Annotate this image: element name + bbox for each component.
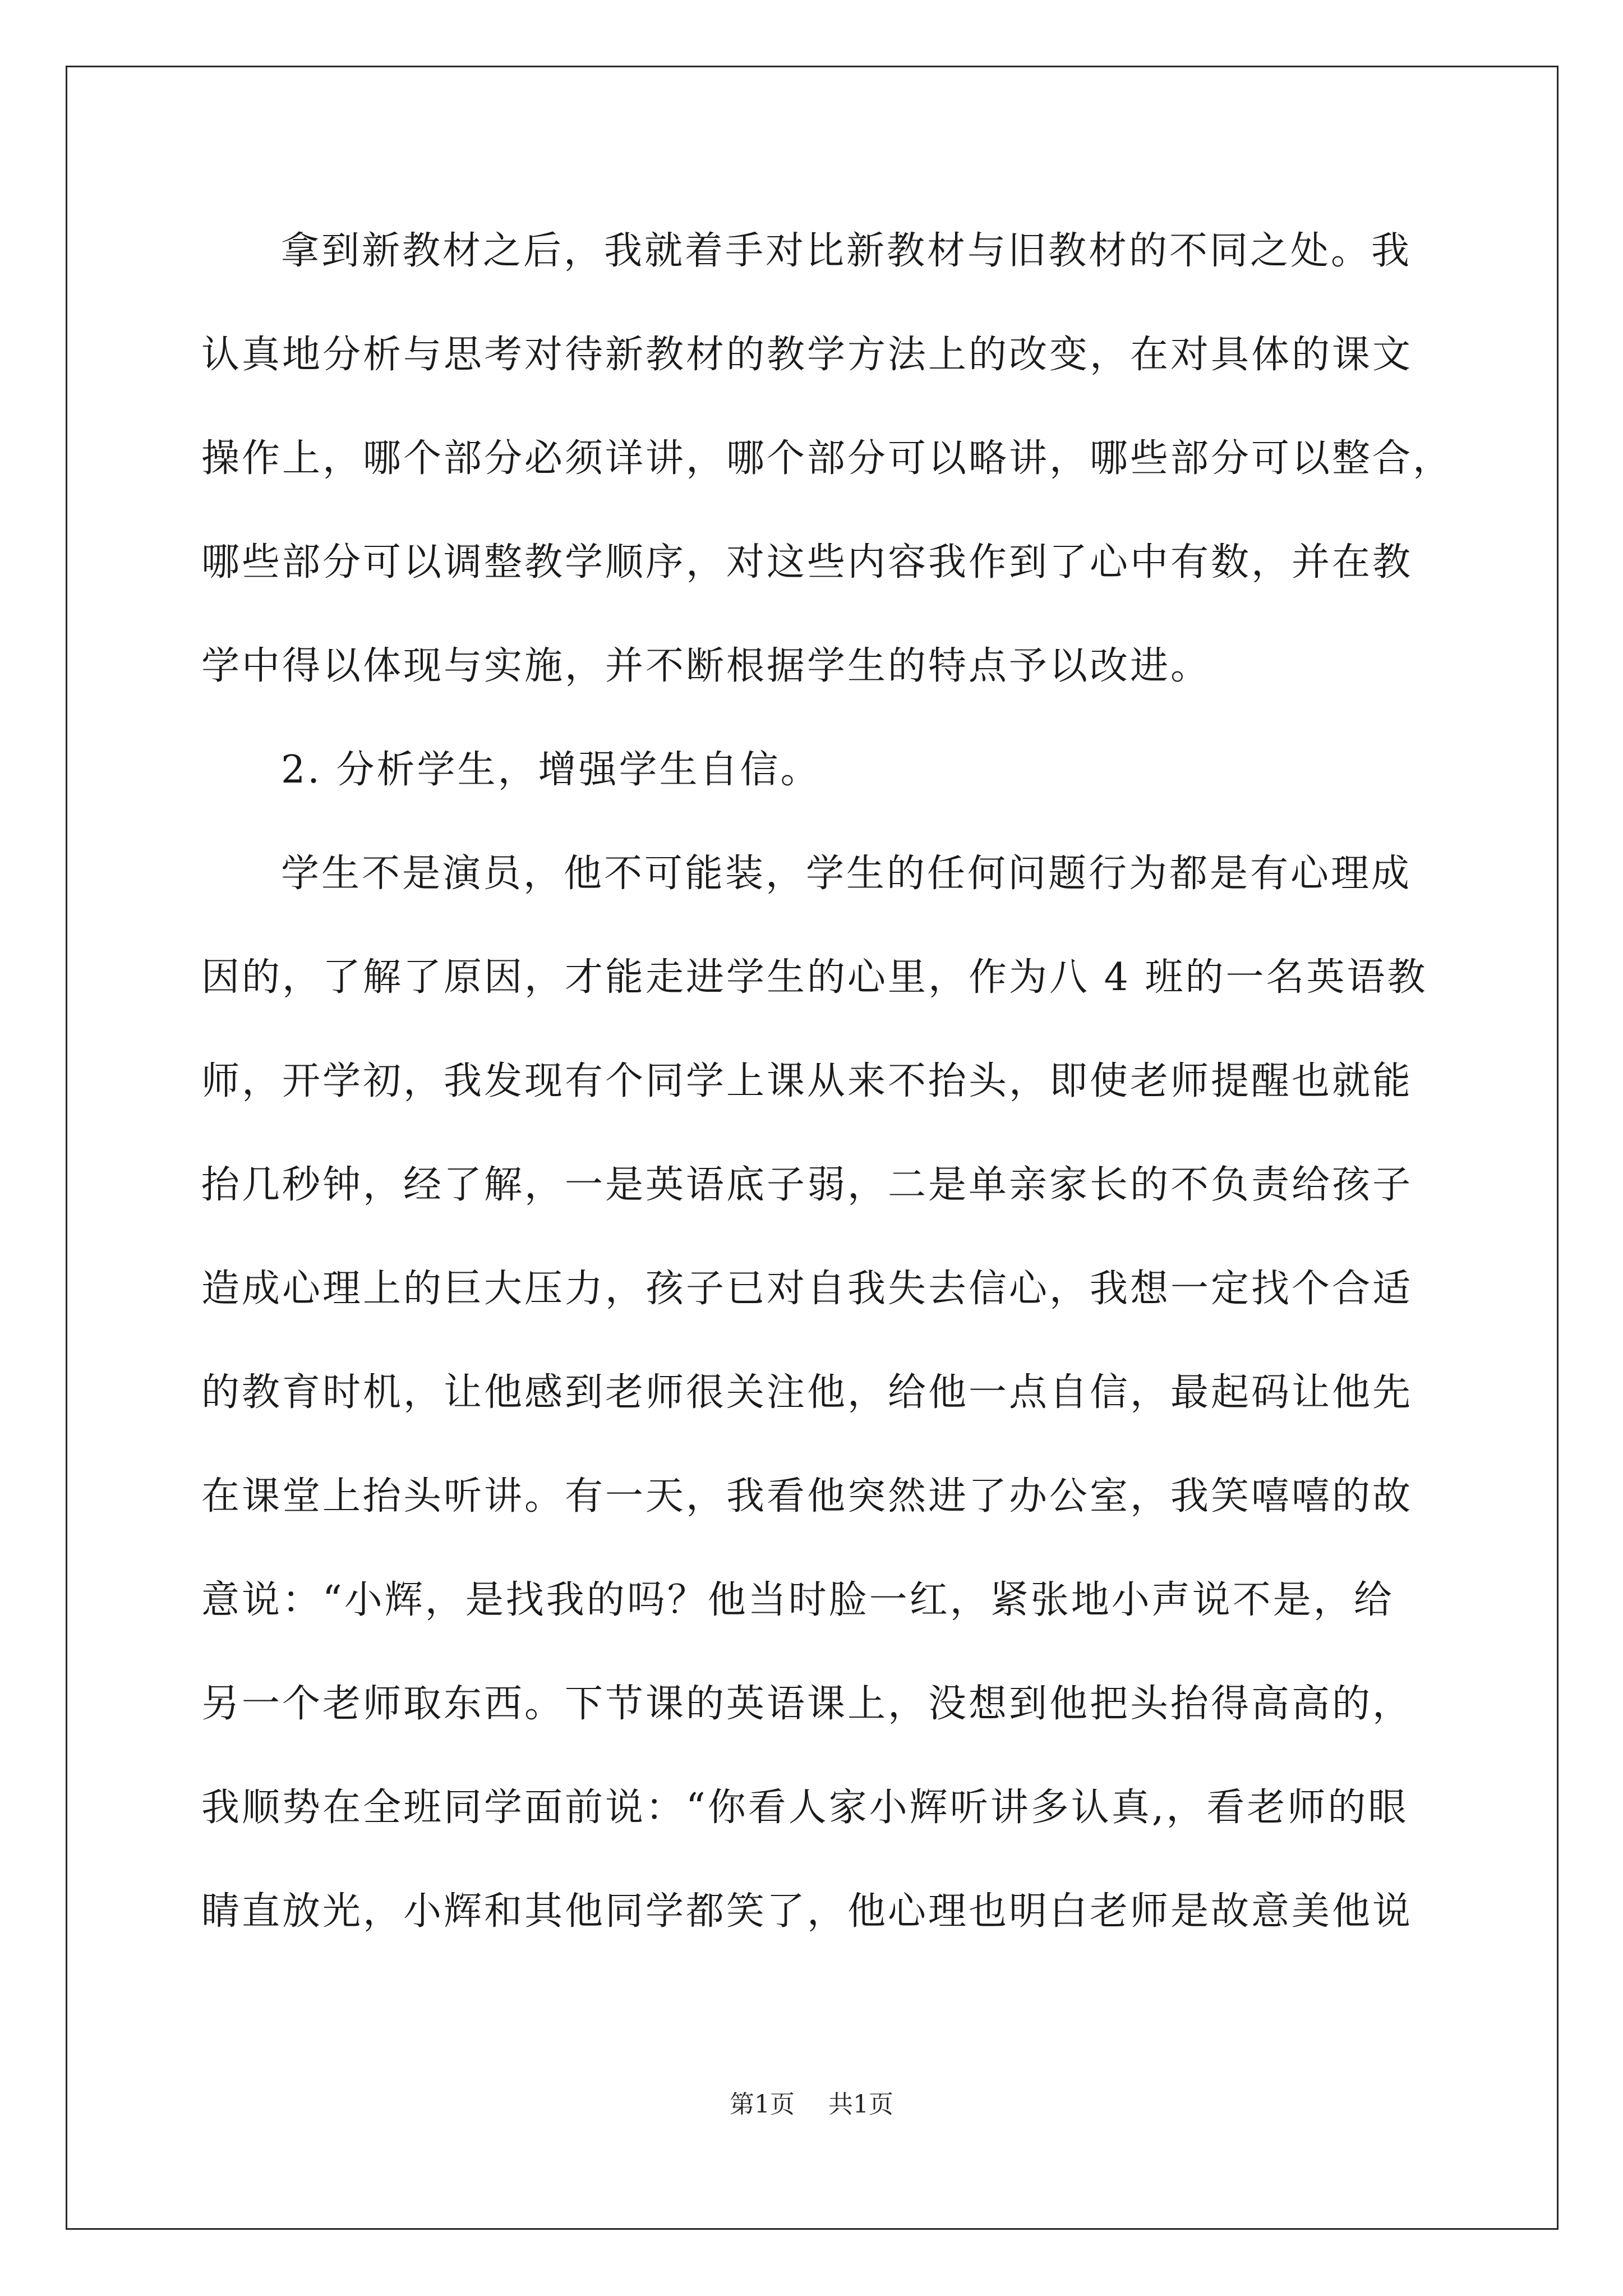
paragraph-line: 我顺势在全班同学面前说：“你看人家小辉听讲多认真,，看老师的眼 — [201, 1786, 1409, 1830]
paragraph-line: 学中得以体现与实施，并不断根据学生的特点予以改进。 — [201, 644, 1211, 688]
page-footer — [0, 2088, 1623, 2122]
paragraph-line: 学生不是演员，他不可能装，学生的任何问题行为都是有心理成 — [281, 852, 1412, 896]
paragraph-line: 在课堂上抬头听讲。有一天，我看他突然进了办公室，我笑嘻嘻的故 — [201, 1474, 1413, 1519]
paragraph-line: 的教育时机，让他感到老师很关注他，给他一点自信，最起码让他先 — [201, 1370, 1413, 1415]
paragraph-line: 认真地分析与思考对待新教材的教学方法上的改变，在对具体的课文 — [201, 333, 1413, 377]
page-number: 第1页 — [730, 2090, 795, 2119]
paragraph-line: 因的，了解了原因，才能走进学生的心里，作为八 4 班的一名英语教 — [201, 955, 1428, 1000]
paragraph-line: 拿到新教材之后，我就着手对比新教材与旧教材的不同之处。我 — [281, 229, 1412, 273]
paragraph-line: 睛直放光，小辉和其他同学都笑了，他心理也明白老师是故意美他说 — [201, 1889, 1413, 1934]
page-total: 共1页 — [828, 2090, 893, 2119]
paragraph-line: 哪些部分可以调整教学顺序，对这些内容我作到了心中有数，并在教 — [201, 540, 1413, 585]
paragraph-line: 意说：“小辉，是找我的吗？他当时脸一红，紧张地小声说不是，给 — [201, 1578, 1394, 1622]
paragraph-line: 另一个老师取东西。下节课的英语课上，没想到他把头抬得高高的， — [201, 1682, 1413, 1726]
section-heading: 2. 分析学生，增强学生自信。 — [281, 748, 821, 792]
paragraph-line: 造成心理上的巨大压力，孩子已对自我失去信心，我想一定找个合适 — [201, 1267, 1413, 1311]
paragraph-line: 抬几秒钟，经了解，一是英语底子弱，二是单亲家长的不负责给孩子 — [201, 1163, 1413, 1207]
document-body — [201, 218, 1454, 1982]
paragraph-line: 操作上，哪个部分必须详讲，哪个部分可以略讲，哪些部分可以整合， — [201, 436, 1454, 481]
paragraph-line: 师，开学初，我发现有个同学上课从来不抬头，即使老师提醒也就能 — [201, 1059, 1413, 1103]
